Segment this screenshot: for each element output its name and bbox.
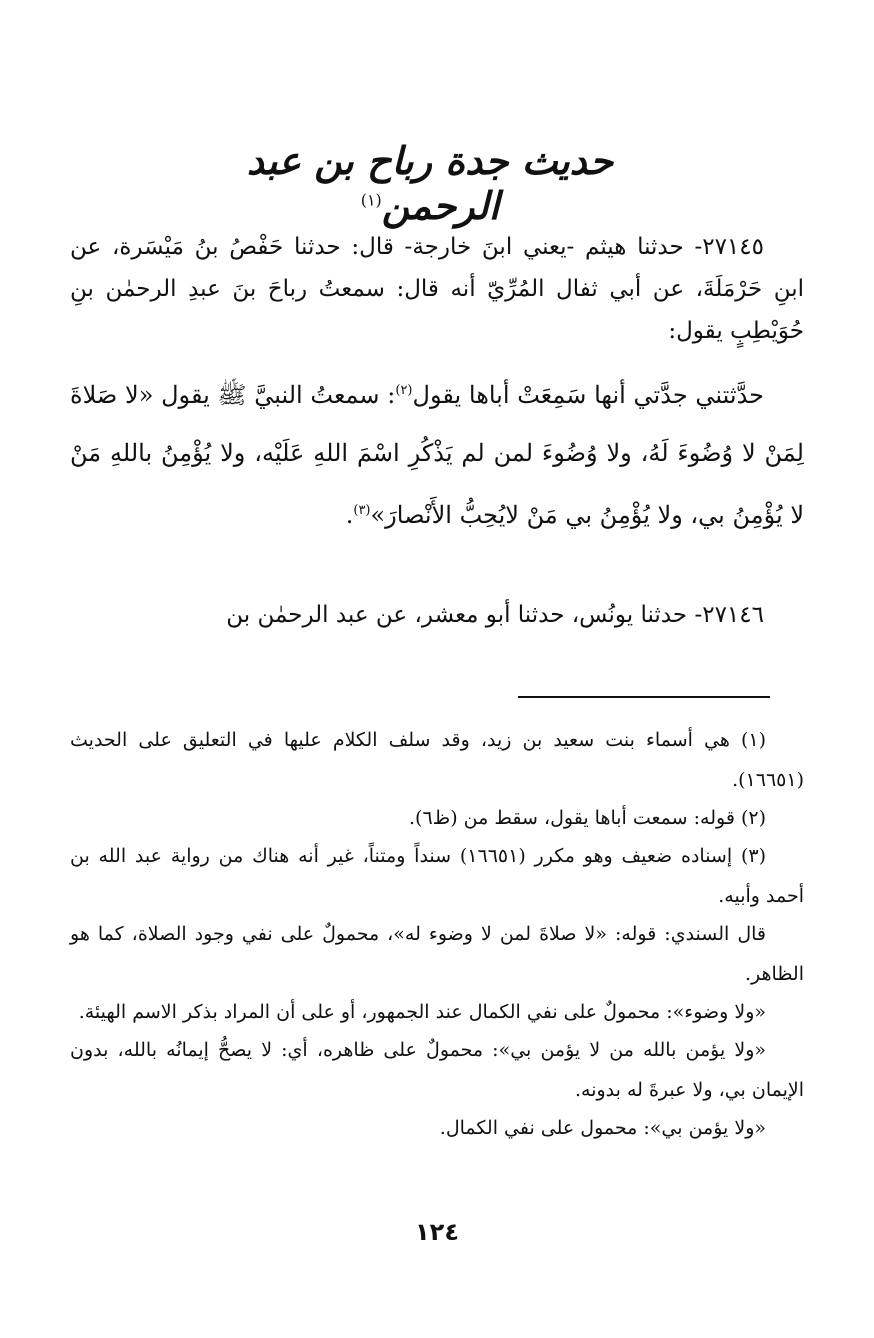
footnote-1: (١) هي أسماء بنت سعيد بن زيد، وقد سلف الكلام عليها في التعليق على الحديث (١٦٦٥١). (70, 729, 804, 791)
sindi-comment-iman: «ولا يؤمن بالله من لا يؤمن بي»: محمولٌ على ظاهره، أي: لا يصحُّ إيمانُه بالله، بدون الإيمان بي، ولا عبرةَ له بدونه. (70, 1039, 804, 1101)
footnote-ref-2: (٢) (395, 383, 413, 398)
footnote-separator (518, 696, 770, 698)
sindi-comment: قال السندي: قوله: «لا صلاةَ لمن لا وضوء له»، محمولٌ على نفي وجود الصلاة، كما هو الظاهر. (70, 923, 804, 985)
chapter-title (220, 138, 640, 228)
title-footnote-mark: (١) (360, 190, 382, 210)
sindi-comment-wudu: «ولا وضوء»: محمولٌ على نفي الكمال عند الجمهور، أو على أن المراد بذكر الاسم الهيئة. (78, 1001, 766, 1023)
chapter-title-text: حديث جدة رباح بن عبد الرحمن (246, 138, 614, 228)
footnote-2: (٢) قوله: سمعت أباها يقول، سقط من (ظ٦). (408, 807, 766, 829)
footnote-3: (٣) إسناده ضعيف وهو مكرر (١٦٦٥١) سنداً ومتناً، غير أنه هناك من رواية عبد الله بن أحمد وأبيه. (70, 845, 804, 907)
hadith-27145-matn (70, 362, 804, 544)
sindi-comment-kamal: «ولا يؤمن بي»: محمول على نفي الكمال. (439, 1117, 766, 1139)
matn-part-b: : سمعتُ النبيَّ ﷺ يقول «لا صَلاةَ لِمَنْ لا وُضُوءَ لَهُ، ولا وُضُوءَ لمن لم يَذْكُرِ اسْمَ اللهِ عَلَيْه، ولا يُؤْمِنُ باللهِ مَنْ لا يُؤْمِنُ بي، ولا يُؤْمِنُ بي مَنْ لايُحِبُّ الأَنْصارَ» (70, 381, 804, 529)
page-number: ١٢٤ (415, 1218, 459, 1246)
matn-end: . (345, 501, 354, 529)
hadith-27145-isnad: ٢٧١٤٥- حدثنا هيثم -يعني ابنَ خارجة- قال: حدثنا حَفْصُ بنُ مَيْسَرة، عن ابنِ حَرْمَلَةَ، عن أبي ثفال المُرِّيّ أنه قال: سمعتُ رباحَ بنَ عبدِ الرحمٰن بنِ حُوَيْطِبٍ يقول: (70, 234, 804, 344)
footnotes (70, 720, 804, 1148)
matn-part-a: حدَّثتني جدَّتي أنها سَمِعَتْ أباها يقول (412, 381, 765, 409)
footnote-ref-3: (٣) (353, 503, 371, 518)
hadith-27146-start: ٢٧١٤٦- حدثنا يونُس، حدثنا أبو معشر، عن عبد الرحمٰن بن (226, 602, 764, 628)
